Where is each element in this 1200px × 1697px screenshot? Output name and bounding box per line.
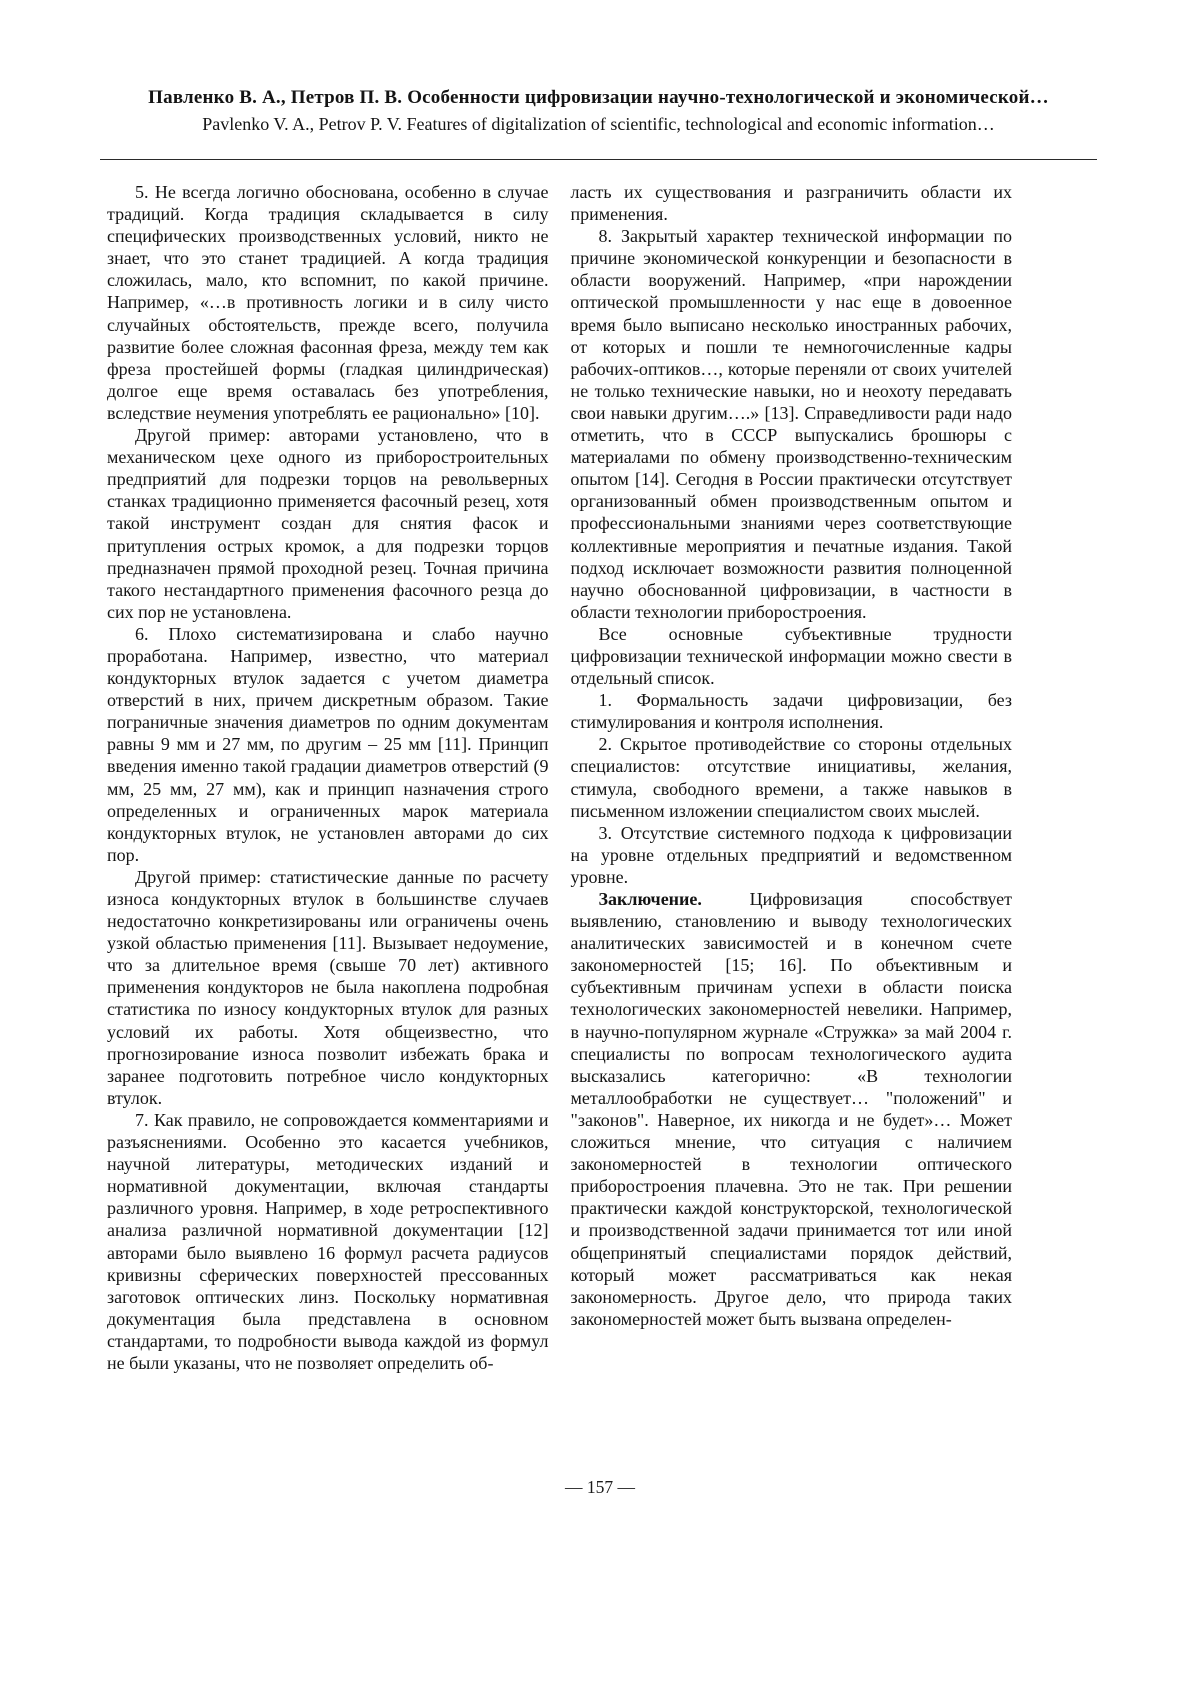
paragraph: 2. Скрытое противодействие со стороны отдельных специалистов: отсутствие инициативы, желания, стимула, свободного времени, а также навыков в письменном изложении специалистом своих мыслей.: [570, 734, 1012, 821]
running-title-russian: Павленко В. А., Петров П. В. Особенности цифровизации научно-технологической и экономической…: [148, 87, 1049, 108]
paragraph: Другой пример: авторами установлено, что в механическом цехе одного из приборостроительных предприятий для подрезки торцов на револьверных станках традиционно применяется фасочный резец, хотя такой инструмент создан для снятия фасок и притупления острых кромок, а для подрезки торцов предназначен прямой проходной резец. Точная причина такого нестандартного применения фасочного резца до сих пор не установлена.: [107, 425, 549, 622]
running-title-english: Pavlenko V. A., Petrov P. V. Features of digitalization of scientific, technological and economic information…: [202, 114, 995, 134]
paragraph: ласть их существования и разграничить области их применения.: [570, 182, 1012, 225]
paragraph: 1. Формальность задачи цифровизации, без стимулирования и контроля исполнения.: [570, 690, 1012, 733]
paragraph: 7. Как правило, не сопровождается комментариями и разъяснениями. Особенно это касается учебников, научной литературы, методических изданий и нормативной документации, включая стандарты различного уровня. Например, в ходе ретроспективного анализа различной нормативной документации [12] авторами было выявлено 16 формул расчета радиусов кривизны сферических поверхностей прессованных заготовок оптических линз. Поскольку нормативная документация была представлена в основном стандартами, то подробности вывода каждой из формул не были указаны, что не позволяет определить об-: [107, 1109, 549, 1373]
paragraph: 5. Не всегда логично обоснована, особенно в случае традиций. Когда традиция складывается в силу специфических производственных условий, никто не знает, что это станет традицией. А когда традиция сложилась, мало, кто вспомнит, по какой причине. Например, «…в противность логики и в силу чисто случайных обстоятельств, прежде всего, получила развитие более сложная фасонная фреза, между тем как фреза простейшей формы (гладкая цилиндрическая) долгое еще время оставалась без употребления, вследствие неумения употреблять ее рационально» [10].: [107, 182, 549, 423]
page-number: — 157 —: [565, 1477, 635, 1497]
page-footer: [0, 1477, 1200, 1498]
page-header: [100, 84, 1097, 138]
paragraph: 8. Закрытый характер технической информации по причине экономической конкуренции и безопасности в области вооружений. Например, «при нарождении оптической промышленности у нас еще в довоенное время было выписано несколько иностранных рабочих, от которых и пошли те немногочисленные кадры рабочих-оптиков…, которые переняли от своих учителей не только технические навыки, но и неохоту передавать свои навыки другим….» [13]. Справедливости ради надо отметить, что в СССР выпускались брошюры с материалами по обмену производственно-техническим опытом [14]. Сегодня в России практически отсутствует организованный обмен производственным опытом и профессиональными знаниями через соответствующие коллективные мероприятия и печатные издания. Такой подход исключает возможности развития полноценной научно обоснованной цифровизации, в частности в области технологии приборостроения.: [570, 226, 1012, 622]
paragraph-lead-bold: Заключение.: [598, 889, 750, 909]
left-column: [107, 181, 549, 1374]
paragraph: 3. Отсутствие системного подхода к цифровизации на уровне отдельных предприятий и ведомственном уровне.: [570, 822, 1012, 887]
paragraph: Другой пример: статистические данные по расчету износа кондукторных втулок в большинстве случаев недостаточно конкретизированы или ограничены очень узкой областью применения [11]. Вызывает недоумение, что за длительное время (свыше 70 лет) активного применения кондукторов не была накоплена подробная статистика по износу кондукторных втулок для разных условий их работы. Хотя общеизвестно, что прогнозирование износа позволит избежать брака и заранее подготовить потребное число кондукторных втулок.: [107, 866, 549, 1108]
paragraph: Заключение. Цифровизация способствует выявлению, становлению и выводу технологических аналитических зависимостей и в конечном счете закономерностей [15; 16]. По объективным и субъективным причинам успехи в области поиска технологических закономерностей невелики. Например, в научно-популярном журнале «Стружка» за май 2004 г. специалисты по вопросам технологического аудита высказались категорично: «В технологии металлообработки не существует… "положений" и "законов". Наверное, их никогда и не будет»… Может сложиться мнение, что ситуация с наличием закономерностей в технологии оптического приборостроения плачевна. Это не так. При решении практически каждой конструкторской, технологической и производственной задачи принимается тот или иной общепринятый специалистами порядок действий, который может рассматриваться как некая закономерность. Другое дело, что природа таких закономерностей может быть вызвана определен-: [570, 889, 1012, 1329]
text-columns: [107, 181, 1012, 1374]
header-divider-rule: [100, 159, 1097, 160]
right-column: [571, 181, 1013, 1374]
paragraph: Все основные субъективные трудности цифровизации технической информации можно свести в отдельный список.: [570, 623, 1012, 689]
paragraph: 6. Плохо систематизирована и слабо научно проработана. Например, известно, что материал кондукторных втулок задается с учетом диаметра отверстий в них, причем дискретным образом. Такие пограничные значения диаметров по одним документам равны 9 мм и 27 мм, по другим – 25 мм [11]. Принцип введения именно такой градации диаметров отверстий (9 мм, 25 мм, 27 мм), как и принцип назначения строго определенных и ограниченных марок материала кондукторных втулок, не установлен авторами до сих пор.: [107, 623, 549, 865]
